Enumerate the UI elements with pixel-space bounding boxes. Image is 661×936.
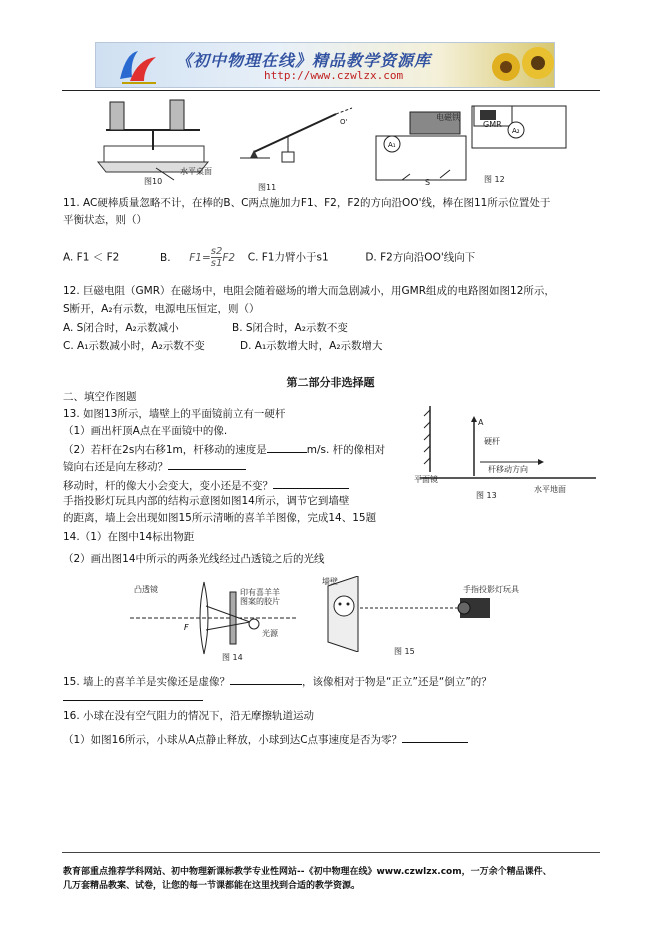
q15-line-1: 15. 墙上的喜羊羊是实像还是虚像？ ，该像相对于物是“正立”还是“倒立”的？ <box>63 673 492 689</box>
q13-line-4: 镜向右还是向左移动？ <box>63 458 246 474</box>
q13-blank-size[interactable] <box>273 477 349 489</box>
figure-10-caption: 图10 <box>144 177 163 186</box>
q13-line-2: （1）画出杆顶A点在平面镜中的像. <box>63 425 228 437</box>
figure-13-rod: 硬杆 <box>484 437 500 446</box>
figure-13-caption: 图 13 <box>476 491 497 500</box>
header-divider <box>62 90 600 91</box>
q12-option-a[interactable]: A. S闭合时，A₂示数减小 <box>63 322 179 334</box>
q11-option-b[interactable]: B. F1= $\frac{s2}{s1}$ F2 <box>159 246 236 269</box>
figure-10-label: 水平桌面 <box>180 167 212 176</box>
section-subtitle: 二、填空作图题 <box>63 391 137 403</box>
q13-blank-speed[interactable] <box>267 441 307 453</box>
footer-line-2: 几万套精品教案、试卷，让您的每一节课都能在这里找到合适的教学资源。 <box>63 881 361 891</box>
q16-blank-speed[interactable] <box>402 731 468 743</box>
q13-line-1: 13. 如图13所示，墙壁上的平面镜前立有一硬杆 <box>63 408 286 420</box>
footer-divider <box>62 852 600 853</box>
figure-14-film: 印有喜羊羊图案的胶片 <box>240 588 280 606</box>
q11-option-c[interactable]: C. F1力臂小于s1 <box>247 251 329 264</box>
q12-option-d[interactable]: D. A₁示数增大时，A₂示数增大 <box>240 340 383 352</box>
q14-line-1: 14.（1）在图中14标出物距 <box>63 531 195 543</box>
fraction: $\frac{s2}{s1}$ <box>210 246 223 269</box>
figure-13-a: A <box>478 418 484 427</box>
q12-text2: S断开，A₂有示数，电源电压恒定，则（） <box>63 303 260 315</box>
q12-option-b[interactable]: B. S闭合时，A₂示数不变 <box>232 322 348 334</box>
svg-text:F: F <box>184 623 189 632</box>
q16-line-2: （1）如图16所示，小球从A点静止释放，小球到达C点事速度是否为零？ <box>63 731 468 747</box>
figure-11-caption: 图11 <box>258 183 277 192</box>
q11-text: 11. AC硬棒质量忽略不计，在棒的B、C两点施加力F1、F2，F2的方向沿OO'线，棒在图11所示位置处于 <box>63 197 551 209</box>
q12-option-c[interactable]: C. A₁示数减小时，A₂示数不变 <box>63 340 205 352</box>
header-banner <box>95 42 555 88</box>
q11-options <box>63 246 475 269</box>
figure-13-ground: 水平地面 <box>534 485 566 494</box>
footer-line-1: 教育部重点推荐学科网站、初中物理新课标教学专业性网站--《初中物理在线》www.czwlzx.com，一万余个精品课件、 <box>63 867 552 877</box>
figure-12-caption: 图 12 <box>484 175 505 184</box>
figure-11 <box>240 100 360 180</box>
q13-line-3: （2）若杆在2s内右移1m，杆移动的速度是 m/s. 杆的像相对 <box>63 441 385 457</box>
banner-url[interactable]: http://www.czwlzx.com <box>264 69 404 82</box>
figure-12-switch: S <box>425 178 431 187</box>
figure-12-gmr: GMR <box>483 120 502 129</box>
svg-text:O': O' <box>340 118 348 126</box>
q13-line-5: 移动时，杆的像大小会变大，变小还是不变？ <box>63 477 349 493</box>
banner-title: 《初中物理在线》精品教学资源库 <box>176 51 432 70</box>
figure-14-light: 光源 <box>262 629 278 638</box>
figure-15-toy: 手指投影灯玩具 <box>463 585 519 594</box>
logo-icon <box>116 47 160 85</box>
figure-13-direction: 杆移动方向 <box>488 465 528 474</box>
figure-13-mirror: 平面镜 <box>414 475 438 484</box>
q15-blank-orientation[interactable] <box>63 700 203 701</box>
figure-14-lens: 凸透镜 <box>134 585 158 594</box>
figure-15-caption: 图 15 <box>394 647 415 656</box>
q11-text2: 平衡状态，则（） <box>63 214 147 226</box>
q13-blank-direction[interactable] <box>168 458 246 470</box>
q11-option-a[interactable]: A. F1 ＜ F2 <box>63 251 120 264</box>
svg-text:A₁: A₁ <box>388 141 396 149</box>
q11-option-d[interactable]: D. F2方向沿OO'线向下 <box>365 251 476 264</box>
figure-12-magnet: 电磁铁 <box>436 113 460 122</box>
figure-13 <box>410 402 600 498</box>
q15-blank-type[interactable] <box>230 673 302 685</box>
q13-line-6: 手指投影灯玩具内部的结构示意图如图14所示，调节它到墙壁 <box>63 495 350 507</box>
section-title: 第二部分非选择题 <box>286 376 375 389</box>
q14-line-2: （2）画出图14中所示的两条光线经过凸透镜之后的光线 <box>63 553 325 565</box>
figure-14-caption: 图 14 <box>222 653 243 662</box>
q16-line-1: 16. 小球在没有空气阻力的情况下，沿无摩擦轨道运动 <box>63 710 315 722</box>
q13-line-7: 的距离，墙上会出现如图15所示清晰的喜羊羊图像，完成14、15题 <box>63 512 377 524</box>
q12-text: 12. 巨磁电阻（GMR）在磁场中，电阻会随着磁场的增大而急剧减小，用GMR组成的电路图如图12所示， <box>63 285 555 297</box>
figure-12 <box>372 96 568 186</box>
figure-15-wall: 墙壁 <box>322 577 338 586</box>
sunflower-icon <box>486 43 555 88</box>
svg-text:A₂: A₂ <box>512 127 520 135</box>
